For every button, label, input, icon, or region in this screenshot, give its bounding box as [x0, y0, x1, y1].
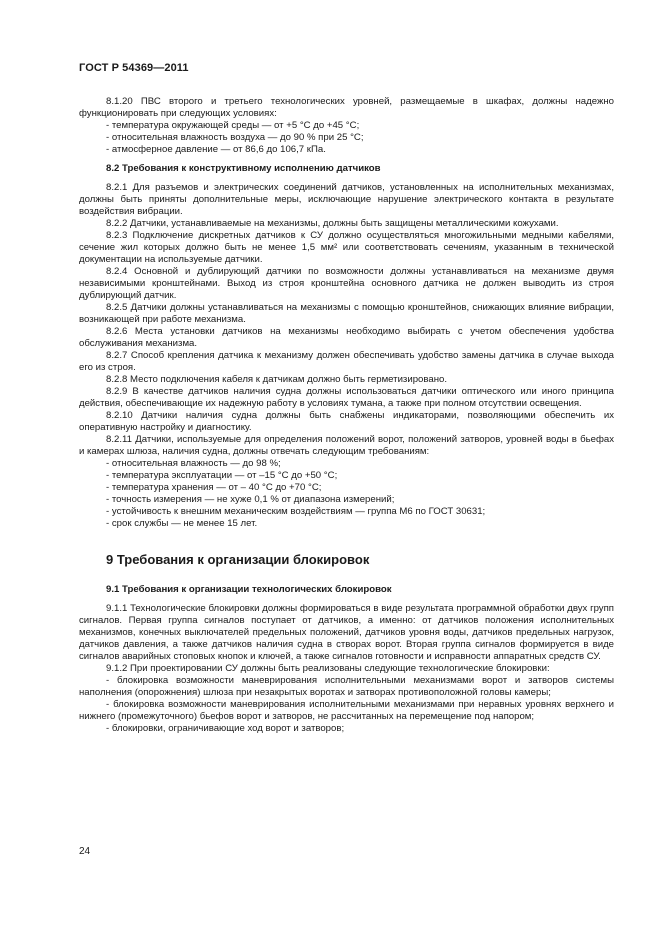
- paragraph: 8.2.4 Основной и дублирующий датчики по возможности должны устанавливаться на механизме двумя независимыми кронштейнами. Выход из строя кронштейна основного датчика не должен выводить из строя дублирующий датчик.: [79, 266, 614, 301]
- subsection-heading: 9.1 Требования к организации технологических блокировок: [106, 584, 392, 595]
- list-item: - температура окружающей среды — от +5 °С до +45 °С;: [79, 120, 614, 132]
- list-item: - относительная влажность воздуха — до 90 % при 25 °С;: [79, 132, 614, 144]
- list-item: - температура эксплуатации — от –15 °С до +50 °С;: [79, 470, 614, 482]
- paragraph: 8.2.10 Датчики наличия судна должны быть снабжены индикаторами, позволяющими обеспечить их оперативную настройку и диагностику.: [79, 410, 614, 433]
- paragraph: 8.2.1 Для разъемов и электрических соединений датчиков, установленных на исполнительных механизмах, должны быть приняты дополнительные меры, исключающие нарушение электрического контакта в результате воздействия вибрации.: [79, 182, 614, 217]
- list-item: - точность измерения — не хуже 0,1 % от диапазона измерений;: [79, 494, 614, 506]
- list-item: - температура хранения — от – 40 °С до +70 °С;: [79, 482, 614, 494]
- subsection-heading: 8.2 Требования к конструктивному исполнению датчиков: [106, 163, 381, 174]
- paragraph: 8.2.9 В качестве датчиков наличия судна должны использоваться датчики оптического или иного принципа действия, обеспечивающие их надежную работу в условиях тумана, а также при полном отсутствии освещения.: [79, 386, 614, 409]
- paragraph: 8.2.6 Места установки датчиков на механизмы необходимо выбирать с учетом обеспечения удобства обслуживания механизма.: [79, 326, 614, 349]
- list-item: - срок службы — не менее 15 лет.: [79, 518, 614, 530]
- paragraph: 8.2.3 Подключение дискретных датчиков к СУ должно осуществляться многожильными медными кабелями, сечение жил которых должно быть не менее 1,5 мм² или соответствовать сечениям, указанным в технической документации на используемые датчики.: [79, 230, 614, 265]
- paragraph: 8.2.8 Место подключения кабеля к датчикам должно быть герметизировано.: [106, 374, 447, 385]
- paragraph: 8.1.20 ПВС второго и третьего технологических уровней, размещаемые в шкафах, должны надежно функционировать при следующих условиях:: [79, 96, 614, 119]
- paragraph: 8.2.2 Датчики, устанавливаемые на механизмы, должны быть защищены металлическими кожухами.: [106, 218, 559, 229]
- paragraph: 8.2.11 Датчики, используемые для определения положений ворот, положений затворов, уровней воды в бьефах и камерах шлюза, наличия судна, должны отвечать следующим требованиям:: [79, 434, 614, 457]
- list-item: - блокировка возможности маневрирования исполнительными механизмами при неравных уровнях верхнего и нижнего (промежуточного) бьефов ворот и затворов, не рассчитанных на перемещение под напором;: [79, 699, 614, 723]
- paragraph: 8.2.7 Способ крепления датчика к механизму должен обеспечивать удобство замены датчика в случае выхода его из строя.: [79, 350, 614, 373]
- list-item: - блокировки, ограничивающие ход ворот и затворов;: [79, 723, 614, 735]
- list-item: - устойчивость к внешним механическим воздействиям — группа М6 по ГОСТ 30631;: [79, 506, 614, 518]
- page-number: 24: [79, 846, 91, 857]
- list-item: - относительная влажность — до 98 %;: [79, 458, 614, 470]
- document-body: [79, 96, 614, 735]
- section-heading: 9 Требования к организации блокировок: [106, 552, 370, 567]
- document-page: [79, 62, 614, 735]
- paragraph: 9.1.1 Технологические блокировки должны формироваться в виде результата программной обработки двух групп сигналов. Первая группа сигналов поступает от датчиков, а именно: от датчиков положения исполнительных механизмов, конечных выключателей предельных положений, датчиков уровня воды, датчиков предельных нагрузок, датчиков давления, а также датчиков наличия судна в створах ворот. Вторая группа сигналов формируется в виде сигналов аварийных стоповых кнопок и ключей, а также сигналов готовности и исправности аппаратных средств СУ.: [79, 603, 614, 662]
- list-item: - атмосферное давление — от 86,6 до 106,7 кПа.: [79, 144, 614, 156]
- list-item: - блокировка возможности маневрирования исполнительными механизмами ворот и затворов системы наполнения (опорожнения) шлюза при незакрытых воротах и затворах противоположной головы камеры;: [79, 675, 614, 699]
- document-header: ГОСТ Р 54369—2011: [79, 62, 189, 74]
- paragraph: 9.1.2 При проектировании СУ должны быть реализованы следующие технологические блокировки:: [106, 663, 550, 674]
- paragraph: 8.2.5 Датчики должны устанавливаться на механизмы с помощью кронштейнов, снижающих влияние вибрации, возникающей при работе механизма.: [79, 302, 614, 325]
